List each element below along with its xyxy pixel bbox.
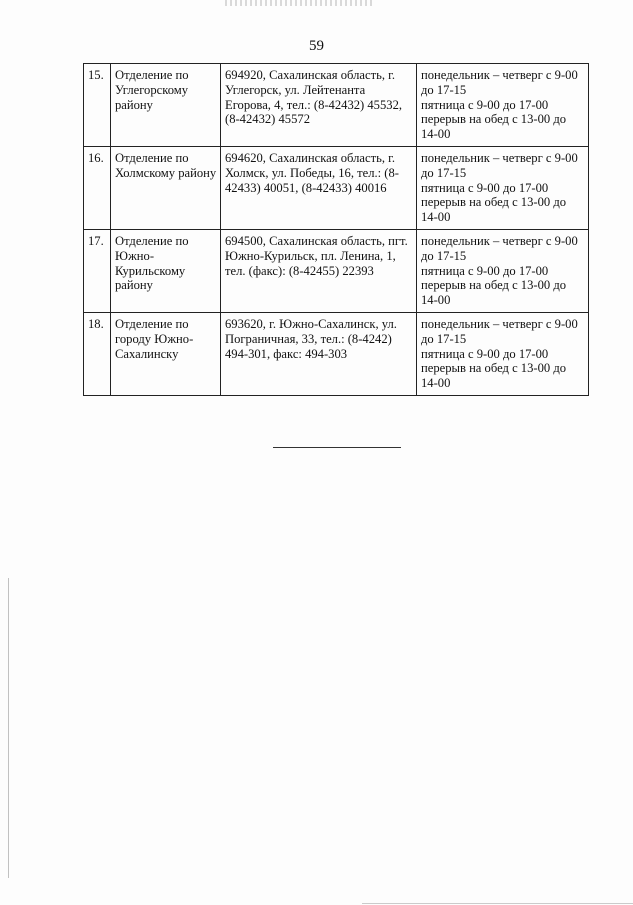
row-number: 15. xyxy=(84,64,111,147)
page-number: 59 xyxy=(309,38,324,54)
table-row xyxy=(84,229,589,312)
working-hours xyxy=(417,312,589,395)
working-hours xyxy=(417,146,589,229)
row-number: 16. xyxy=(84,146,111,229)
hours-friday: пятница с 9-00 до 17-00 xyxy=(421,180,549,195)
address-contact: 694500, Сахалинская область, пгт. Южно-Курильск, пл. Ленина, 1, тел. (факс): (8-42455) 22393 xyxy=(221,229,417,312)
offices-table xyxy=(83,63,589,396)
department-name: Отделение по городу Южно-Сахалинску xyxy=(111,312,221,395)
scan-artifact-top xyxy=(225,0,375,6)
address-contact: 694920, Сахалинская область, г. Углегорск, ул. Лейтенанта Егорова, 4, тел.: (8-42432) 45532, (8-42432) 45572 xyxy=(221,64,417,147)
table-row xyxy=(84,146,589,229)
hours-weekdays: понедельник – четверг с 9-00 до 17-15 xyxy=(421,68,578,97)
table-row xyxy=(84,312,589,395)
hours-lunch-break: перерыв на обед с 13-00 до 14-00 xyxy=(421,361,567,391)
address-contact: 693620, г. Южно-Сахалинск, ул. Пограничная, 33, тел.: (8-4242) 494-301, факс: 494-303 xyxy=(221,312,417,395)
hours-weekdays: понедельник – четверг с 9-00 до 17-15 xyxy=(421,233,578,263)
hours-friday: пятница с 9-00 до 17-00 xyxy=(421,97,549,112)
address-contact: 694620, Сахалинская область, г. Холмск, ул. Победы, 16, тел.: (8-42433) 40051, (8-42433) 40016 xyxy=(221,146,417,229)
hours-lunch-break: перерыв на обед с 13-00 до 14-00 xyxy=(421,278,567,308)
hours-friday: пятница с 9-00 до 17-00 xyxy=(421,263,549,278)
hours-weekdays: понедельник – четверг с 9-00 до 17-15 xyxy=(421,316,578,346)
working-hours xyxy=(417,229,589,312)
hours-friday: пятница с 9-00 до 17-00 xyxy=(421,346,549,361)
scan-artifact-left xyxy=(8,578,9,878)
department-name: Отделение по Холмскому району xyxy=(111,146,221,229)
row-number: 17. xyxy=(84,229,111,312)
hours-lunch-break: перерыв на обед с 13-00 до 14-00 xyxy=(421,112,567,142)
hours-weekdays: понедельник – четверг с 9-00 до 17-15 xyxy=(421,150,578,180)
department-name: Отделение по Углегорскому району xyxy=(111,64,221,147)
hours-lunch-break: перерыв на обед с 13-00 до 14-00 xyxy=(421,195,567,225)
department-name: Отделение по Южно-Курильскому району xyxy=(111,229,221,312)
scan-artifact-bottom xyxy=(362,903,633,904)
table-row xyxy=(84,64,589,147)
row-number: 18. xyxy=(84,312,111,395)
working-hours xyxy=(417,64,589,147)
end-divider xyxy=(273,447,401,448)
